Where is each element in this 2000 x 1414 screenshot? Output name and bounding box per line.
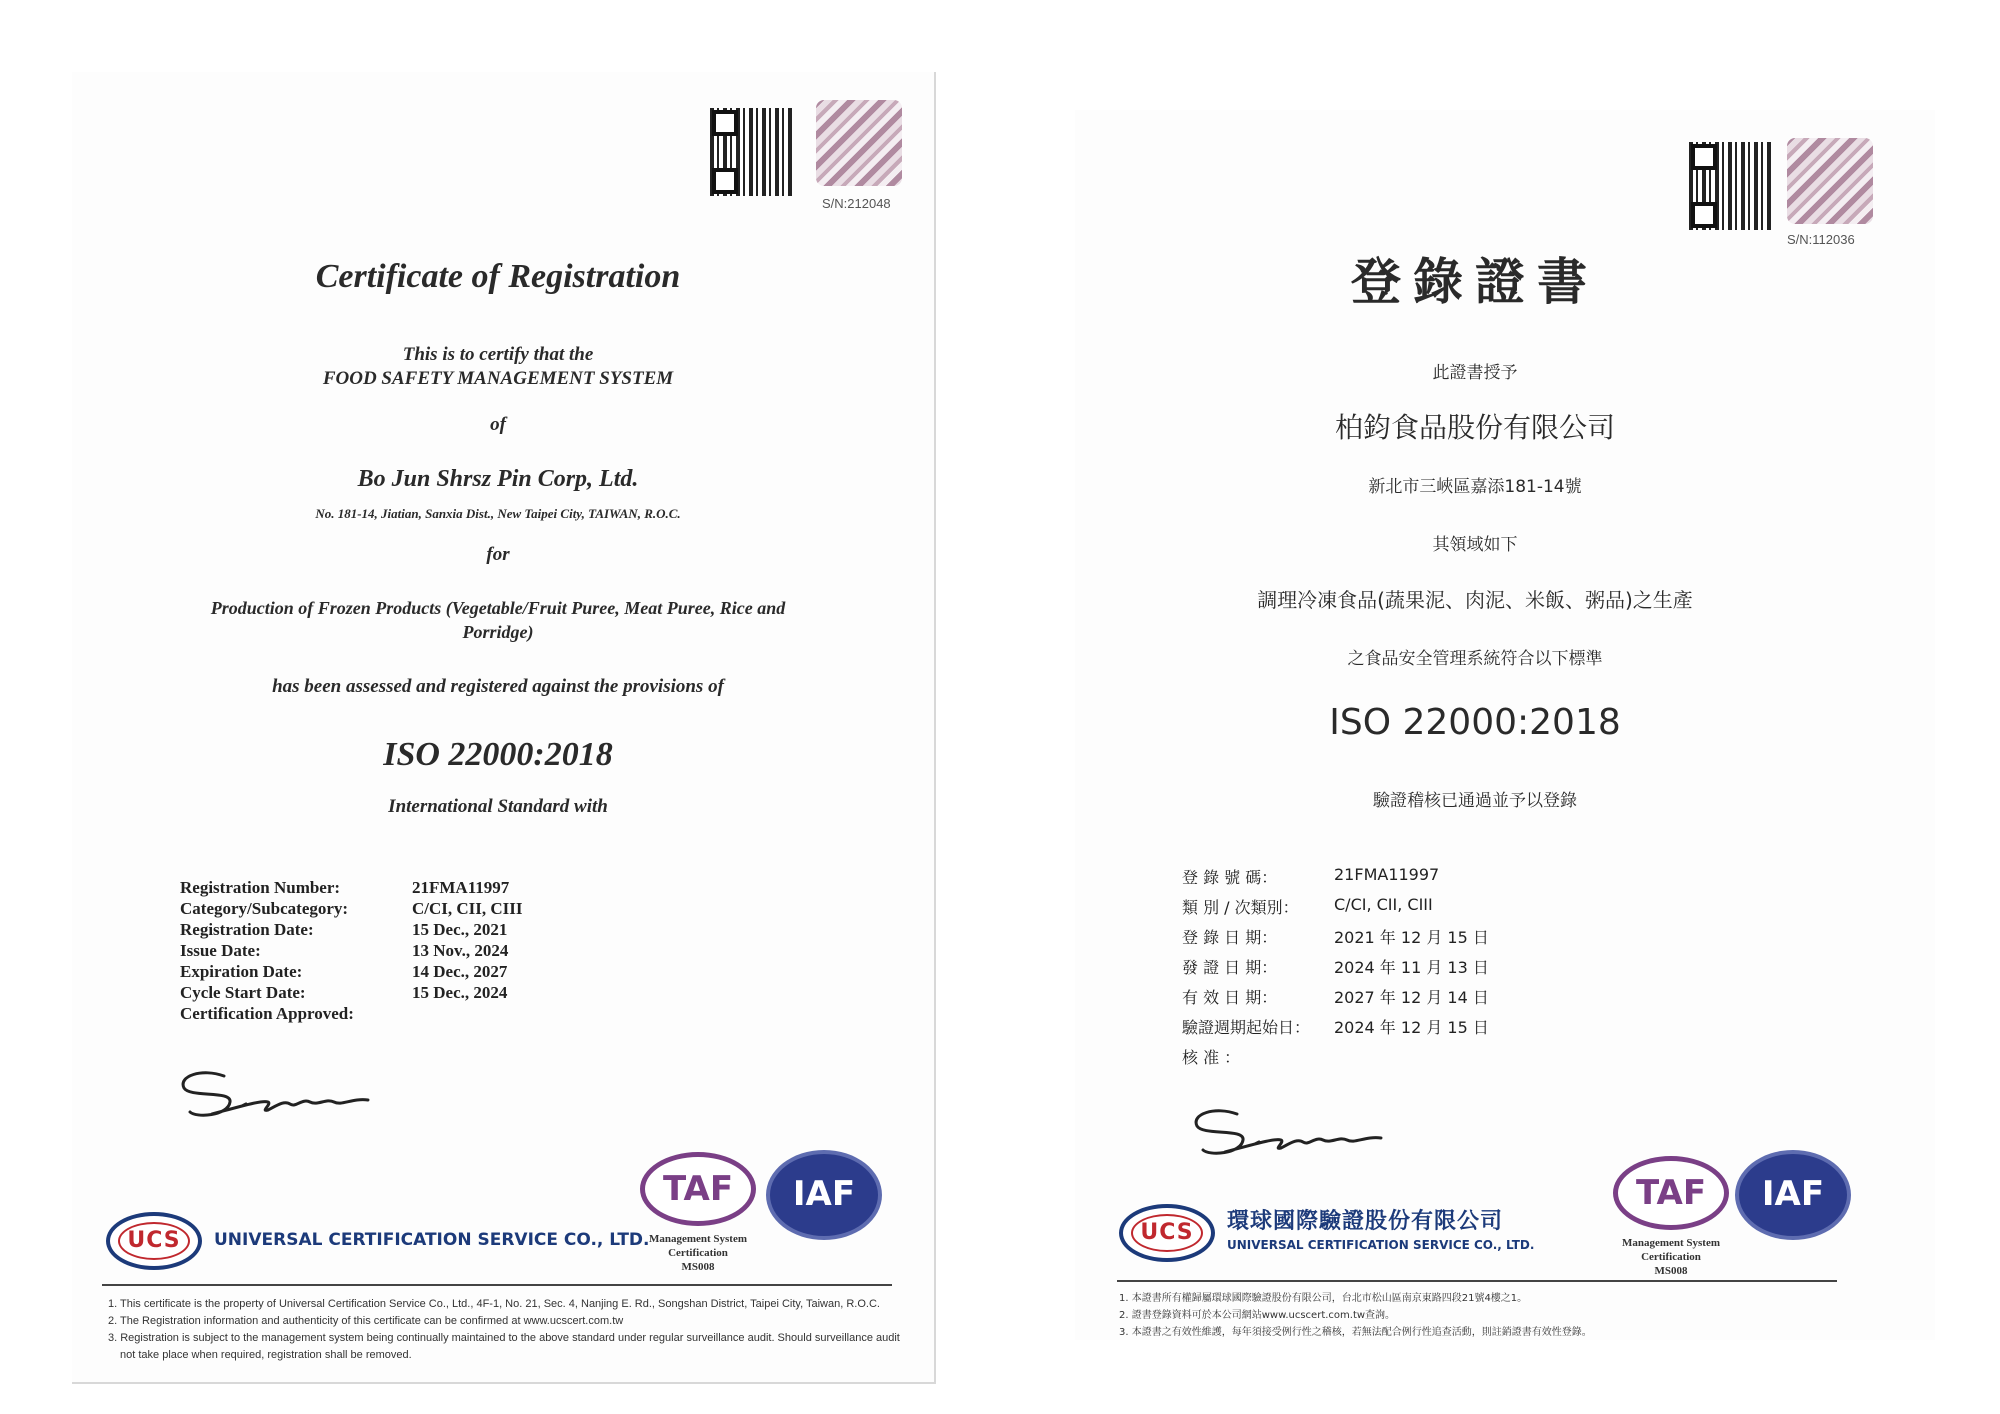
footnote: 2. 證書登錄資料可於本公司網站www.ucscert.com.tw查詢。 [1119, 1310, 1396, 1321]
granted-text: 此證書授予 [1432, 363, 1518, 383]
ucs-logo-text: UCS [127, 1228, 181, 1253]
standard-title: ISO 22000:2018 [1329, 702, 1621, 743]
detail-value: 21FMA11997 [412, 878, 510, 897]
verified-text: 驗證稽核已通過並予以登錄 [1373, 791, 1577, 811]
serial-number: S/N:212048 [822, 196, 891, 211]
certificate-title: Certificate of Registration [315, 258, 681, 295]
detail-row [1181, 864, 1490, 894]
ms-line-1: Management System [648, 1233, 748, 1245]
qr-code-icon [1689, 142, 1771, 230]
iaf-logo [1735, 1150, 1851, 1240]
detail-row [180, 920, 523, 941]
company-name: Bo Jun Shrsz Pin Corp, Ltd. [357, 466, 639, 492]
footer-divider [1117, 1280, 1837, 1282]
ucs-logo [106, 1212, 202, 1270]
ucs-logo [1119, 1204, 1215, 1262]
detail-label: 核 准 ： [1182, 1048, 1241, 1067]
detail-label: Expiration Date: [180, 962, 303, 981]
detail-row [180, 899, 523, 920]
detail-label: 登 錄 日 期： [1182, 928, 1278, 947]
standard-title: ISO 22000:2018 [383, 736, 613, 773]
detail-label: 登 錄 號 碼： [1182, 868, 1278, 887]
footer-divider [102, 1284, 892, 1286]
detail-row [1181, 1044, 1490, 1074]
detail-value: 13 Nov., 2024 [412, 941, 509, 960]
detail-row [180, 878, 523, 899]
detail-row [180, 983, 523, 1004]
detail-label: 有 效 日 期： [1182, 988, 1278, 1007]
hologram-seal-icon [1787, 138, 1873, 224]
detail-label: Cycle Start Date: [180, 983, 306, 1002]
certify-line-2: FOOD SAFETY MANAGEMENT SYSTEM [322, 368, 674, 389]
detail-label: Registration Number: [180, 878, 341, 897]
iaf-logo-text: IAF [792, 1174, 856, 1214]
footnote: 1. This certificate is the property of Universal Certification Service Co., Ltd., 4F-1, No. 21, Sec. 4, Nanjing E. Rd., Songshan District, Taipei City, Taiwan, R.O.C. [108, 1298, 880, 1310]
ms-line-2: Certification [1641, 1251, 1701, 1263]
accreditation-caption [1615, 1236, 1727, 1278]
detail-row [1181, 894, 1490, 924]
detail-row [1181, 984, 1490, 1014]
footnotes [1119, 1290, 1899, 1341]
registration-details [1181, 864, 1490, 1074]
detail-label: 類 別 / 次類別： [1182, 898, 1299, 917]
organization-name: UNIVERSAL CERTIFICATION SERVICE CO., LTD. [214, 1230, 650, 1250]
detail-value: 14 Dec., 2027 [412, 962, 508, 981]
taf-logo [640, 1152, 756, 1226]
detail-value: 15 Dec., 2024 [412, 983, 508, 1002]
detail-row [1181, 1014, 1490, 1044]
ms-line-1: Management System [1621, 1237, 1721, 1249]
detail-value: 21FMA11997 [1334, 865, 1440, 884]
detail-value: 2024 年 11 月 13 日 [1334, 958, 1489, 977]
ms-line-3: MS008 [1654, 1265, 1688, 1277]
detail-value: 2024 年 12 月 15 日 [1334, 1018, 1489, 1037]
footnote: 2. The Registration information and authenticity of this certificate can be confirmed at www.ucscert.com.tw [108, 1315, 624, 1327]
taf-logo-text: TAF [1635, 1173, 1707, 1213]
detail-label: Category/Subcategory: [180, 899, 349, 918]
international-text: International Standard with [388, 796, 608, 817]
detail-row [1181, 924, 1490, 954]
taf-logo-text: TAF [662, 1169, 734, 1209]
signature [172, 1062, 392, 1132]
detail-value [412, 1004, 523, 1025]
company-name: 柏鈞食品股份有限公司 [1334, 411, 1615, 444]
for-text: for [486, 544, 510, 565]
footnote: not take place when required, registration shall be removed. [120, 1349, 412, 1361]
certify-line-1: This is to certify that the [402, 344, 594, 365]
detail-row [180, 941, 523, 962]
detail-row [1181, 954, 1490, 984]
detail-label: Issue Date: [180, 941, 261, 960]
footnotes [108, 1296, 908, 1364]
detail-label: Registration Date: [180, 920, 314, 939]
detail-row [180, 962, 523, 983]
iaf-logo-text: IAF [1761, 1174, 1825, 1214]
assessed-text: has been assessed and registered against the provisions of [272, 676, 724, 697]
footnote: 3. Registration is subject to the management system being continually maintained to the above standard under regular surveillance audit. Should surveillance audit [108, 1332, 900, 1344]
detail-value: C/CI, CII, CIII [412, 899, 523, 918]
detail-value [1333, 1044, 1490, 1074]
qr-code-icon [710, 108, 792, 196]
iaf-logo [766, 1150, 882, 1240]
taf-logo [1613, 1156, 1729, 1230]
scope-line-2: Porridge) [462, 622, 534, 642]
company-address: No. 181-14, Jiatian, Sanxia Dist., New Taipei City, TAIWAN, R.O.C. [315, 506, 681, 521]
registration-details [180, 878, 523, 1025]
serial-number: S/N:112036 [1787, 232, 1855, 247]
detail-label: Certification Approved: [180, 1004, 354, 1023]
detail-value: 15 Dec., 2021 [412, 920, 508, 939]
footnote: 1. 本證書所有權歸屬環球國際驗證股份有限公司，台北市松山區南京東路四段21號4樓之1。 [1119, 1293, 1528, 1304]
certificate-title: 登錄證書 [1351, 253, 1599, 311]
conforms-text: 之食品安全管理系統符合以下標準 [1347, 649, 1603, 669]
hologram-seal-icon [816, 100, 902, 186]
company-address: 新北市三峽區嘉添181-14號 [1368, 477, 1582, 497]
scope-intro: 其領域如下 [1432, 535, 1518, 555]
detail-value: 2027 年 12 月 14 日 [1334, 988, 1489, 1007]
footnote: 3. 本證書之有效性維護，每年須接受例行性之稽核，若無法配合例行性追查活動，則註銷證書有效性登錄。 [1119, 1327, 1592, 1338]
detail-value: C/CI, CII, CIII [1334, 895, 1433, 914]
signature [1185, 1100, 1405, 1170]
detail-label: 發 證 日 期： [1182, 958, 1278, 977]
organization-name-en: UNIVERSAL CERTIFICATION SERVICE CO., LTD. [1227, 1238, 1535, 1252]
detail-row [180, 1004, 523, 1025]
ms-line-3: MS008 [681, 1261, 715, 1273]
scope: 調理冷凍食品(蔬果泥、肉泥、米飯、粥品)之生產 [1257, 588, 1693, 612]
english-certificate [72, 72, 936, 1384]
chinese-certificate [1075, 110, 1935, 1340]
ucs-logo-text: UCS [1140, 1220, 1194, 1245]
organization-name-zh: 環球國際驗證股份有限公司 [1227, 1209, 1504, 1234]
detail-value: 2021 年 12 月 15 日 [1334, 928, 1489, 947]
of-text: of [490, 414, 506, 435]
ms-line-2: Certification [668, 1247, 728, 1259]
detail-label: 驗證週期起始日： [1182, 1018, 1311, 1037]
accreditation-caption [642, 1232, 754, 1274]
scope-line-1: Production of Frozen Products (Vegetable/Fruit Puree, Meat Puree, Rice and [210, 598, 786, 618]
